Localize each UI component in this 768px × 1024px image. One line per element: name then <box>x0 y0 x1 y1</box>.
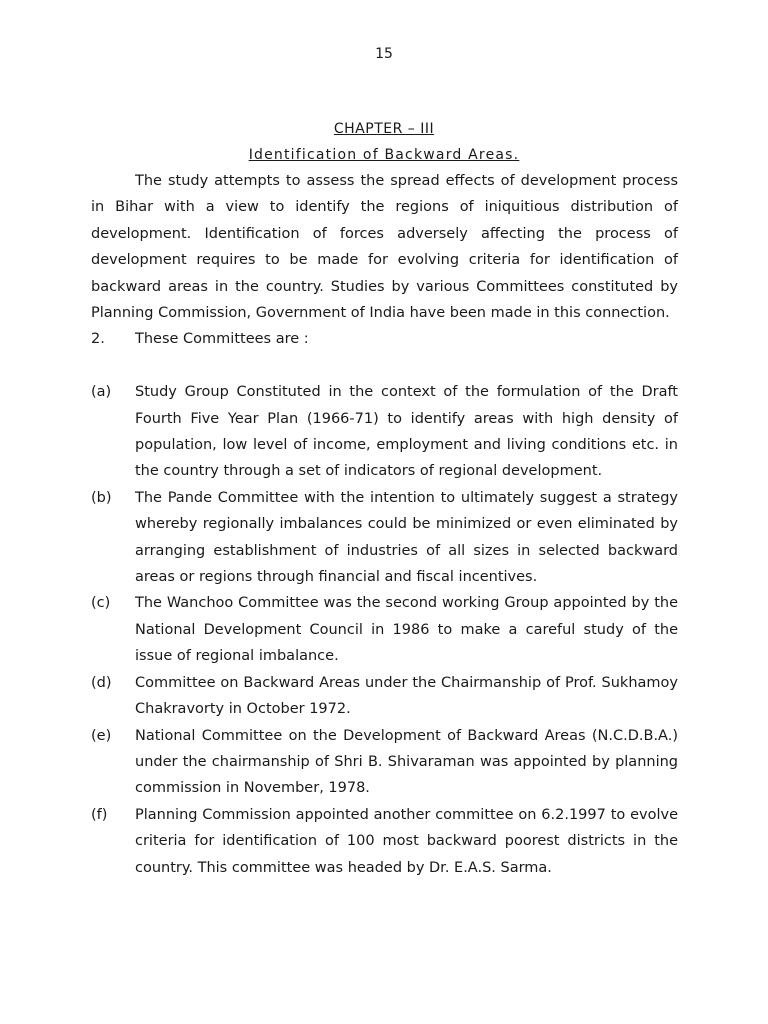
point-number: 2. <box>91 331 105 348</box>
page-number: 15 <box>375 46 393 62</box>
list-item <box>91 485 678 591</box>
list-marker: (c) <box>91 595 111 612</box>
list-item <box>91 590 678 669</box>
intro-paragraph: The study attempts to assess the spread effects of development process in Bihar with a view to identify the regions of iniquitious distribution of development. Identification of forces adversely affecting the process of development requires to be made for evolving criteria for identification of backward areas in the country. Studies by various Committees constituted by Planning Commission, Government of India have been made in this connection. <box>91 173 678 322</box>
list-item-text: National Committee on the Development of Backward Areas (N.C.D.B.A.) under the chairmanship of Shri B. Shivaraman was appointed by planning commission in November, 1978. <box>135 727 678 797</box>
document-body <box>91 168 678 881</box>
list-marker: (a) <box>91 384 112 401</box>
list-item <box>91 670 678 723</box>
list-item-text: The Wanchoo Committee was the second working Group appointed by the National Development Council in 1986 to make a careful study of the issue of regional imbalance. <box>135 595 678 665</box>
committee-list <box>91 379 678 881</box>
list-marker: (d) <box>91 674 112 691</box>
list-marker: (b) <box>91 489 112 506</box>
list-marker: (f) <box>91 806 108 823</box>
spacer <box>91 353 678 379</box>
section-title: Identification of Backward Areas. <box>248 147 520 163</box>
list-marker: (e) <box>91 727 112 744</box>
list-item-text: Planning Commission appointed another committee on 6.2.1997 to evolve criteria for identification of 100 most backward poorest districts in the country. This committee was headed by Dr. E.A.S. Sarma. <box>135 806 678 876</box>
list-item-text: Committee on Backward Areas under the Chairmanship of Prof. Sukhamoy Chakravorty in October 1972. <box>135 674 678 718</box>
point-text: These Committees are : <box>135 331 309 348</box>
list-item-text: The Pande Committee with the intention to ultimately suggest a strategy whereby regionally imbalances could be minimized or even eliminated by arranging establishment of industries of all sizes in selected backward areas or regions through financial and fiscal incentives. <box>135 489 678 586</box>
list-item-text: Study Group Constituted in the context of the formulation of the Draft Fourth Five Year Plan (1966-71) to identify areas with high density of population, low level of income, employment and living conditions etc. in the country through a set of indicators of regional development. <box>135 384 678 480</box>
list-item <box>91 802 678 881</box>
chapter-heading: CHAPTER – III <box>333 121 435 137</box>
numbered-point <box>91 326 678 352</box>
list-item <box>91 723 678 802</box>
list-item <box>91 379 678 485</box>
